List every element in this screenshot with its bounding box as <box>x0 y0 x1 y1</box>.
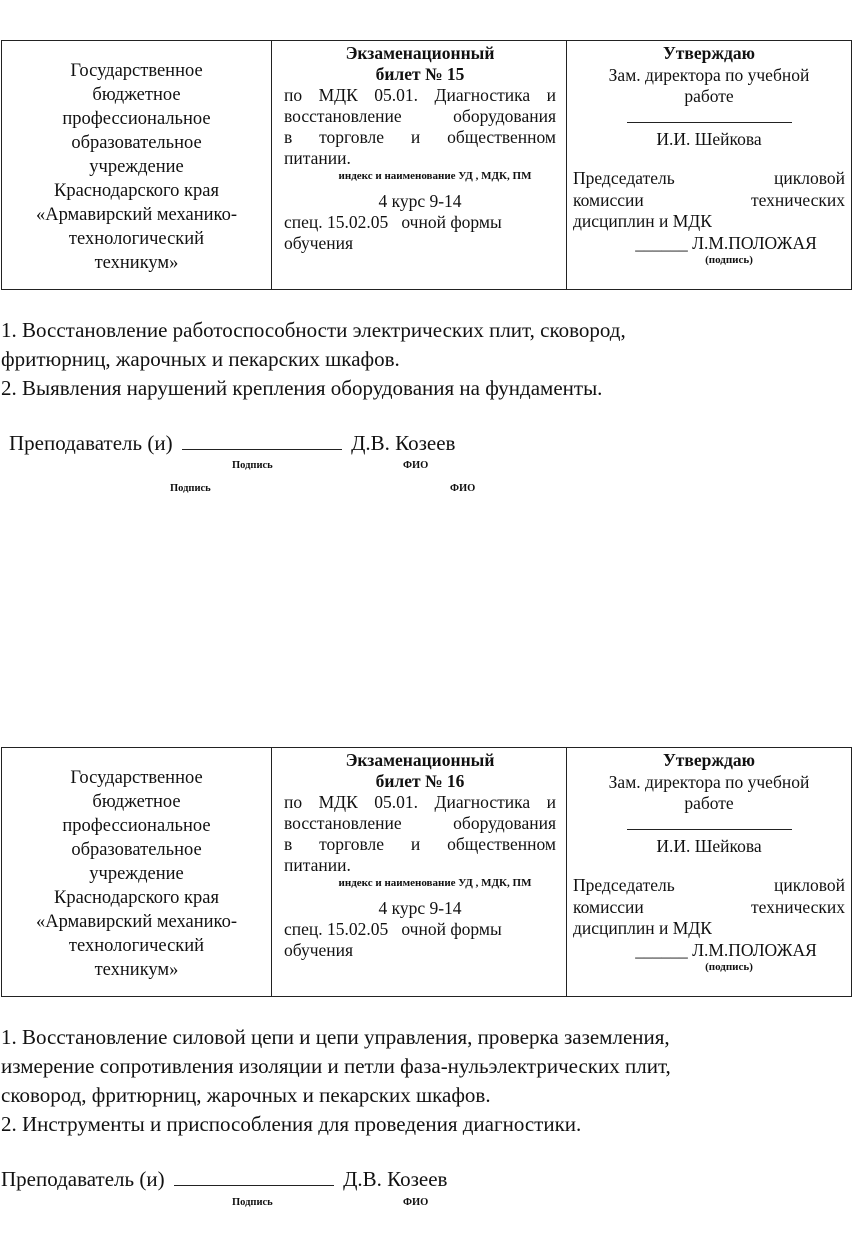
org-line: бюджетное <box>92 792 181 812</box>
org-line: Государственное <box>70 768 203 788</box>
question-line: 1. Восстановление работоспособности электрических плит, сковород, <box>1 318 626 342</box>
org-line: Краснодарского края <box>54 888 219 908</box>
ticket-number: билет № 16 <box>375 771 465 791</box>
teacher-name: Д.В. Козеев <box>343 1167 448 1191</box>
org-line: Государственное <box>70 61 203 81</box>
org-line: бюджетное <box>92 85 181 105</box>
subject-line: питании. <box>284 148 351 168</box>
subject-line: в торговле и общественном <box>284 127 556 147</box>
ticket-number: билет № 15 <box>375 64 465 84</box>
deputy-name: И.И. Шейкова <box>656 835 762 856</box>
subject-line: по МДК 05.01. Диагностика и <box>284 792 556 812</box>
deputy-title: Зам. директора по учебной <box>608 771 810 792</box>
subject-line: по МДК 05.01. Диагностика и <box>284 85 556 105</box>
org-line: технологический <box>68 936 205 956</box>
specialty: спец. 15.02.05 очной формы <box>284 919 502 939</box>
fio-caption: ФИО <box>403 1197 429 1208</box>
question-line: фритюрниц, жарочных и пекарских шкафов. <box>1 347 400 371</box>
org-line: учреждение <box>89 864 184 884</box>
ticket-title: Экзаменационный <box>345 750 495 770</box>
deputy-name: И.И. Шейкова <box>656 128 762 149</box>
org-line: учреждение <box>89 157 184 177</box>
org-line: «Армавирский механико- <box>35 912 238 932</box>
signature-line <box>182 433 342 450</box>
approve-label: Утверждаю <box>662 43 756 63</box>
course: 4 курс 9-14 <box>378 191 462 211</box>
specialty-form: обучения <box>284 940 354 960</box>
index-note: индекс и наименование УД , МДК, ПМ <box>338 170 532 182</box>
organization-cell <box>2 748 272 997</box>
question-line: сковород, фритюрниц, жарочных и пекарских шкафов. <box>1 1083 491 1107</box>
subject-line: восстановление оборудования <box>284 813 556 833</box>
fio-caption: ФИО <box>450 483 476 494</box>
teacher-name: Д.В. Козеев <box>351 431 456 455</box>
org-line: техникум» <box>94 253 179 273</box>
subject-line: в торговле и общественном <box>284 834 556 854</box>
ticket-header-table <box>1 40 852 290</box>
chair-signature: ______ Л.М.ПОЛОЖАЯ <box>635 232 817 253</box>
question-line: 1. Восстановление силовой цепи и цепи управления, проверка заземления, <box>1 1025 670 1049</box>
subject-line: питании. <box>284 855 351 875</box>
approve-label: Утверждаю <box>662 750 756 770</box>
questions-block <box>1 316 626 403</box>
approval-cell <box>567 41 852 290</box>
deputy-title: работе <box>684 86 734 106</box>
teacher-label: Преподаватель (и) <box>9 431 173 455</box>
signature-line <box>627 817 792 830</box>
signature-note: (подпись) <box>705 254 753 266</box>
org-line: профессиональное <box>62 816 211 836</box>
org-line: образовательное <box>71 840 202 860</box>
question-line: 2. Выявления нарушений крепления оборудования на фундаменты. <box>1 376 603 400</box>
chair-line: комиссии технических <box>573 896 845 917</box>
chair-line: Председатель цикловой <box>573 168 845 188</box>
podpis-caption: Подпись <box>232 460 273 471</box>
specialty: спец. 15.02.05 очной формы <box>284 212 502 232</box>
teacher-label: Преподаватель (и) <box>1 1167 165 1191</box>
chair-line: Председатель цикловой <box>573 875 845 895</box>
chair-line: дисциплин и МДК <box>573 211 712 231</box>
ticket-title: Экзаменационный <box>345 43 495 63</box>
org-line: профессиональное <box>62 109 211 129</box>
teacher-signature-row <box>9 431 455 456</box>
deputy-title: работе <box>684 793 734 813</box>
podpis-caption: Подпись <box>170 483 211 494</box>
question-line: 2. Инструменты и приспособления для проведения диагностики. <box>1 1112 582 1136</box>
organization-cell <box>2 41 272 290</box>
index-note: индекс и наименование УД , МДК, ПМ <box>338 877 532 889</box>
deputy-title: Зам. директора по учебной <box>608 64 810 85</box>
ticket-info-cell <box>272 748 567 997</box>
signature-line <box>627 110 792 123</box>
org-line: образовательное <box>71 133 202 153</box>
org-line: технологический <box>68 229 205 249</box>
signature-note: (подпись) <box>705 961 753 973</box>
signature-line <box>174 1169 334 1186</box>
teacher-signature-row <box>1 1167 447 1192</box>
question-line: измерение сопротивления изоляции и петли фаза-нульэлектрических плит, <box>1 1054 671 1078</box>
questions-block <box>1 1023 671 1139</box>
ticket-header-table <box>1 747 852 997</box>
org-line: Краснодарского края <box>54 181 219 201</box>
org-line: техникум» <box>94 960 179 980</box>
org-line: «Армавирский механико- <box>35 205 238 225</box>
chair-signature: ______ Л.М.ПОЛОЖАЯ <box>635 939 817 960</box>
ticket-info-cell <box>272 41 567 290</box>
podpis-caption: Подпись <box>232 1197 273 1208</box>
approval-cell <box>567 748 852 997</box>
chair-line: комиссии технических <box>573 189 845 210</box>
specialty-form: обучения <box>284 233 354 253</box>
fio-caption: ФИО <box>403 460 429 471</box>
subject-line: восстановление оборудования <box>284 106 556 126</box>
course: 4 курс 9-14 <box>378 898 462 918</box>
chair-line: дисциплин и МДК <box>573 918 712 938</box>
